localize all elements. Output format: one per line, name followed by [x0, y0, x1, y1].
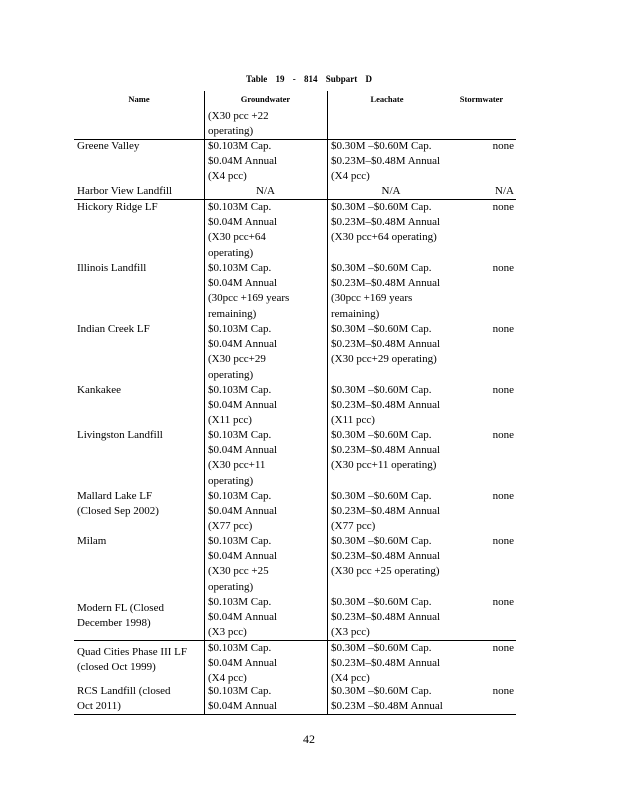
row-name: Illinois Landfill: [77, 262, 147, 274]
row-leachate: $0.30M –$0.60M Cap. $0.23M–$0.48M Annual (X30 pcc+29 operating): [331, 323, 441, 366]
row-stormwater: none: [492, 384, 514, 396]
table-row: [74, 641, 516, 683]
row-stormwater: N/A: [495, 185, 514, 197]
table-row: [74, 322, 516, 383]
row-leachate: N/A: [381, 185, 401, 197]
table-row: [74, 184, 516, 200]
row-leachate: $0.30M –$0.60M Cap. $0.23M–$0.48M Annual (X11 pcc): [331, 384, 441, 427]
table-row: [74, 261, 516, 322]
row-leachate: $0.30M –$0.60M Cap. $0.23M–$0.48M Annual (X3 pcc): [331, 596, 441, 639]
row-groundwater: $0.103M Cap. $0.04M Annual (X3 pcc): [208, 596, 278, 639]
row-groundwater: $0.103M Cap. $0.04M Annual: [208, 685, 278, 713]
row-stormwater: none: [492, 685, 514, 697]
row-leachate: $0.30M –$0.60M Cap. $0.23M–$0.48M Annual (X30 pcc+64 operating): [331, 201, 441, 244]
header-name: Name: [128, 94, 150, 104]
row-groundwater: $0.103M Cap. $0.04M Annual (X11 pcc): [208, 384, 278, 427]
row-groundwater: $0.103M Cap. $0.04M Annual (X4 pcc): [208, 642, 278, 685]
row-groundwater: (X30 pcc +22 operating): [208, 110, 269, 138]
row-stormwater: none: [492, 490, 514, 502]
page-number: 42: [303, 732, 315, 746]
row-leachate: $0.30M –$0.60M Cap. $0.23M–$0.48M Annual (X30 pcc +25 operating): [331, 535, 441, 578]
row-groundwater: $0.103M Cap. $0.04M Annual (X30 pcc+64 operating): [208, 201, 278, 259]
row-stormwater: none: [492, 140, 514, 152]
row-name: Modern FL (Closed December 1998): [77, 602, 164, 630]
row-stormwater: none: [492, 262, 514, 274]
row-name: RCS Landfill (closed Oct 2011): [77, 685, 171, 713]
row-name: Mallard Lake LF (Closed Sep 2002): [77, 490, 159, 518]
table-row: [74, 200, 516, 261]
table-row: [74, 684, 516, 715]
row-leachate: $0.30M –$0.60M Cap. $0.23M –$0.48M Annual: [331, 685, 443, 713]
row-name: Greene Valley: [77, 140, 140, 152]
table-row: [74, 534, 516, 595]
row-groundwater: $0.103M Cap. $0.04M Annual (X77 pcc): [208, 490, 278, 533]
table-row: [74, 109, 516, 140]
table-row: [74, 139, 516, 185]
table-row: [74, 489, 516, 535]
row-name: Milam: [77, 535, 107, 547]
table-header: [74, 91, 516, 111]
row-leachate: $0.30M –$0.60M Cap. $0.23M–$0.48M Annual (X30 pcc+11 operating): [331, 429, 441, 472]
row-groundwater: N/A: [256, 185, 275, 197]
row-stormwater: none: [492, 535, 514, 547]
table-row: [74, 428, 516, 489]
row-groundwater: $0.103M Cap. $0.04M Annual (X30 pcc+11 operating): [208, 429, 278, 487]
row-leachate: $0.30M –$0.60M Cap. $0.23M–$0.48M Annual (X77 pcc): [331, 490, 441, 533]
table-row: [74, 595, 516, 641]
row-name: Livingston Landfill: [77, 429, 163, 441]
row-stormwater: none: [492, 642, 514, 654]
row-stormwater: none: [492, 429, 514, 441]
header-leachate: Leachate: [370, 94, 404, 104]
row-groundwater: $0.103M Cap. $0.04M Annual (30pcc +169 years remaining): [208, 262, 290, 320]
header-stormwater: Stormwater: [459, 94, 504, 104]
row-leachate: $0.30M –$0.60M Cap. $0.23M–$0.48M Annual (30pcc +169 years remaining): [331, 262, 441, 320]
table-caption: Table 19 - 814 Subpart D: [246, 74, 372, 84]
row-name: Indian Creek LF: [77, 323, 150, 335]
row-stormwater: none: [492, 323, 514, 335]
row-name: Kankakee: [77, 384, 121, 396]
row-name: Quad Cities Phase III LF (closed Oct 1999): [77, 646, 187, 674]
table-row: [74, 383, 516, 428]
row-groundwater: $0.103M Cap. $0.04M Annual (X4 pcc): [208, 140, 278, 183]
header-groundwater: Groundwater: [240, 94, 291, 104]
row-name: Harbor View Landfill: [77, 185, 173, 197]
row-stormwater: none: [492, 201, 514, 213]
row-stormwater: none: [492, 596, 514, 608]
row-name: Hickory Ridge LF: [77, 201, 158, 213]
row-leachate: $0.30M –$0.60M Cap. $0.23M–$0.48M Annual (X4 pcc): [331, 642, 441, 685]
row-groundwater: $0.103M Cap. $0.04M Annual (X30 pcc+29 operating): [208, 323, 278, 381]
row-groundwater: $0.103M Cap. $0.04M Annual (X30 pcc +25 operating): [208, 535, 278, 593]
row-leachate: $0.30M –$0.60M Cap. $0.23M–$0.48M Annual (X4 pcc): [331, 140, 441, 183]
